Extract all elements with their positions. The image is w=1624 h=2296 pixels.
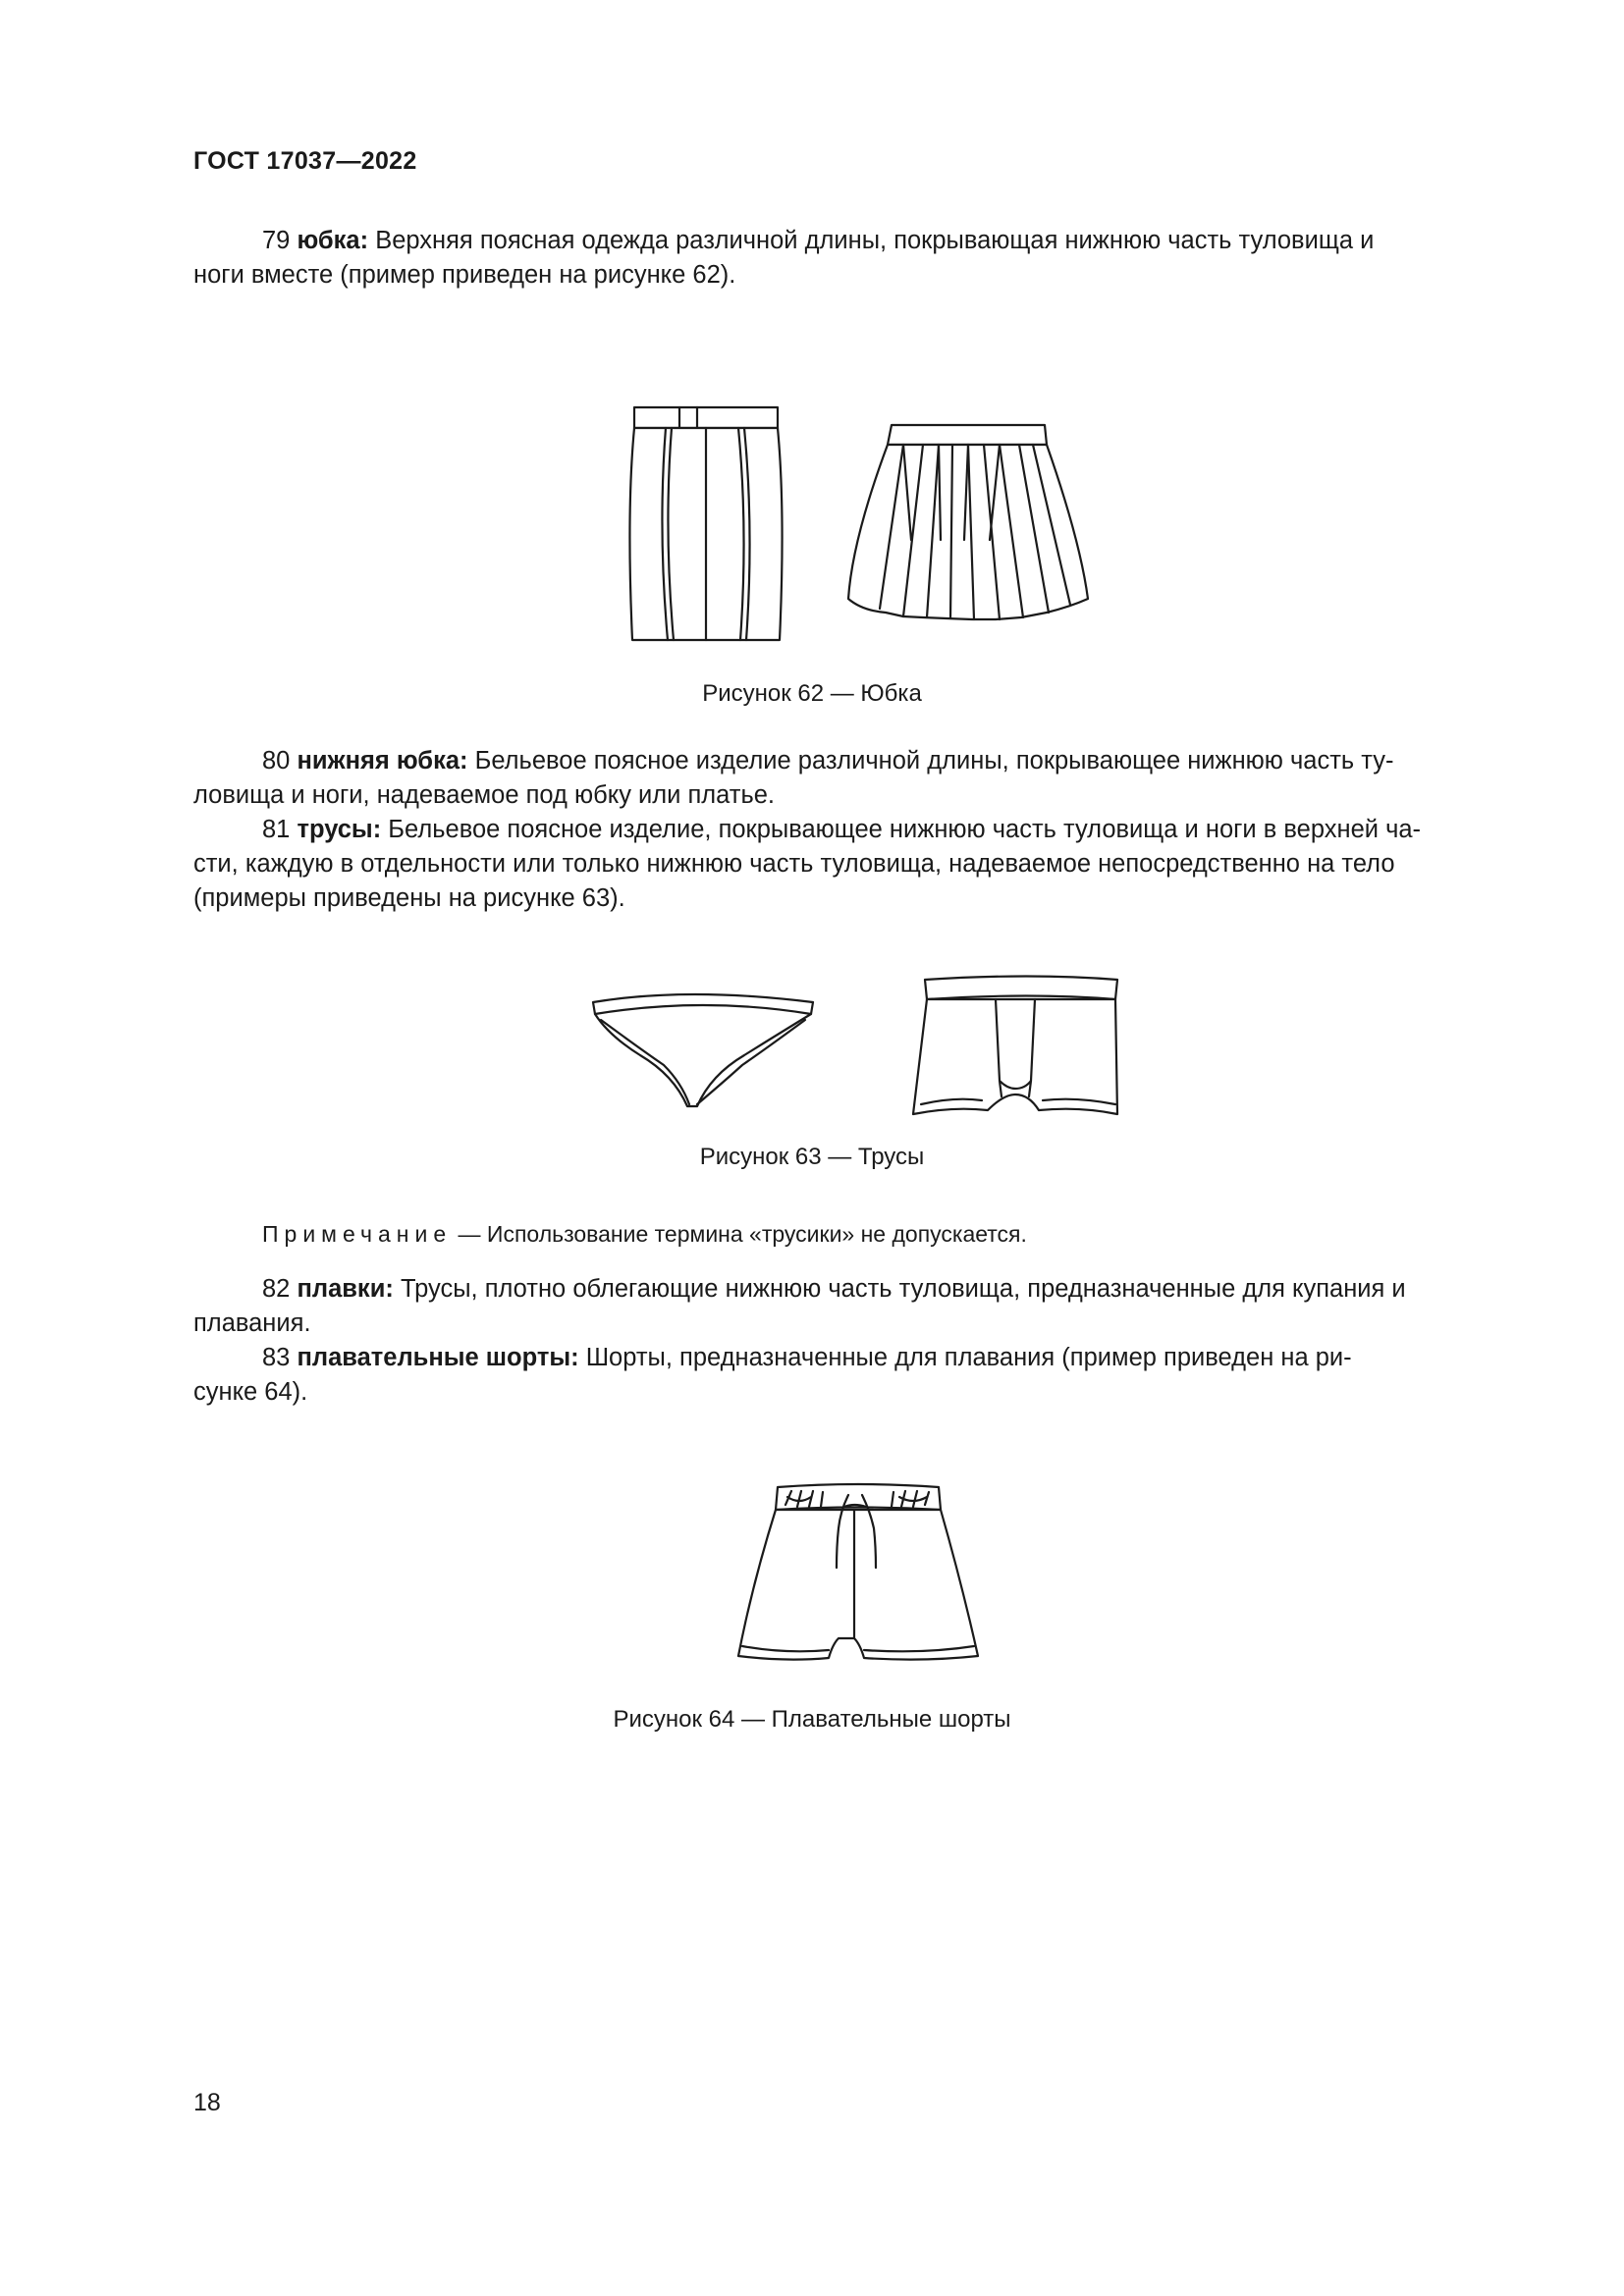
term-definition-line: сти, каждую в отдельности или только нижнюю часть туловища, надеваемое непосредственно на тело xyxy=(193,850,1395,878)
term-name: юбка: xyxy=(297,227,369,254)
page-number: 18 xyxy=(193,2089,221,2116)
pencil-skirt-drawing xyxy=(629,407,782,640)
term-definition-line: Шорты, предназначенные для плавания (пример приведен на ри- xyxy=(585,1344,1352,1371)
figure-62-skirts xyxy=(609,393,1119,658)
term-definition-line: плавания. xyxy=(193,1309,311,1337)
figure-62-caption: Рисунок 62 — Юбка xyxy=(702,680,922,707)
term-number: 81 xyxy=(262,816,291,843)
term-83-paragraph xyxy=(193,1341,1507,1410)
note-text: — Использование термина «трусики» не допускается. xyxy=(458,1221,1027,1247)
term-number: 82 xyxy=(262,1275,291,1303)
term-81-paragraph xyxy=(193,813,1507,916)
term-80-paragraph xyxy=(193,744,1507,813)
document-header: ГОСТ 17037—2022 xyxy=(193,147,417,175)
term-79-paragraph xyxy=(193,224,1507,293)
figure-63-caption: Рисунок 63 — Трусы xyxy=(699,1144,925,1170)
term-definition-line: ловища и ноги, надеваемое под юбку или платье. xyxy=(193,781,776,809)
note-label: Примечание xyxy=(262,1221,453,1247)
term-82-paragraph xyxy=(193,1272,1507,1341)
term-definition-line: ноги вместе (пример приведен на рисунке 62). xyxy=(193,261,736,289)
term-number: 79 xyxy=(262,227,291,254)
figure-64-caption: Рисунок 64 — Плавательные шорты xyxy=(613,1706,1011,1733)
term-definition-line: Трусы, плотно облегающие нижнюю часть туловища, предназначенные для купания и xyxy=(400,1275,1406,1303)
term-definition-line: Бельевое поясное изделие, покрывающее нижнюю часть туловища и ноги в верхней ча- xyxy=(388,816,1422,843)
boxer-trunks-drawing xyxy=(913,977,1117,1115)
pleated-skirt-drawing xyxy=(848,425,1088,619)
figure-63-underwear xyxy=(579,967,1139,1134)
term-name: трусы: xyxy=(297,816,382,843)
note xyxy=(262,1221,1027,1248)
term-number: 83 xyxy=(262,1344,291,1371)
term-name: плавки: xyxy=(297,1275,394,1303)
term-definition-line: Бельевое поясное изделие различной длины, покрывающее нижнюю часть ту- xyxy=(474,747,1394,774)
term-definition-line: Верхняя поясная одежда различной длины, покрывающая нижнюю часть туловища и xyxy=(375,227,1375,254)
term-definition-line: (примеры приведены на рисунке 63). xyxy=(193,884,625,912)
briefs-drawing xyxy=(593,994,813,1106)
term-name: нижняя юбка: xyxy=(297,747,468,774)
term-name: плавательные шорты: xyxy=(297,1344,579,1371)
term-number: 80 xyxy=(262,747,291,774)
swim-shorts-drawing xyxy=(738,1484,978,1660)
term-definition-line: сунке 64). xyxy=(193,1378,308,1406)
figure-64-swim-shorts xyxy=(727,1477,992,1674)
